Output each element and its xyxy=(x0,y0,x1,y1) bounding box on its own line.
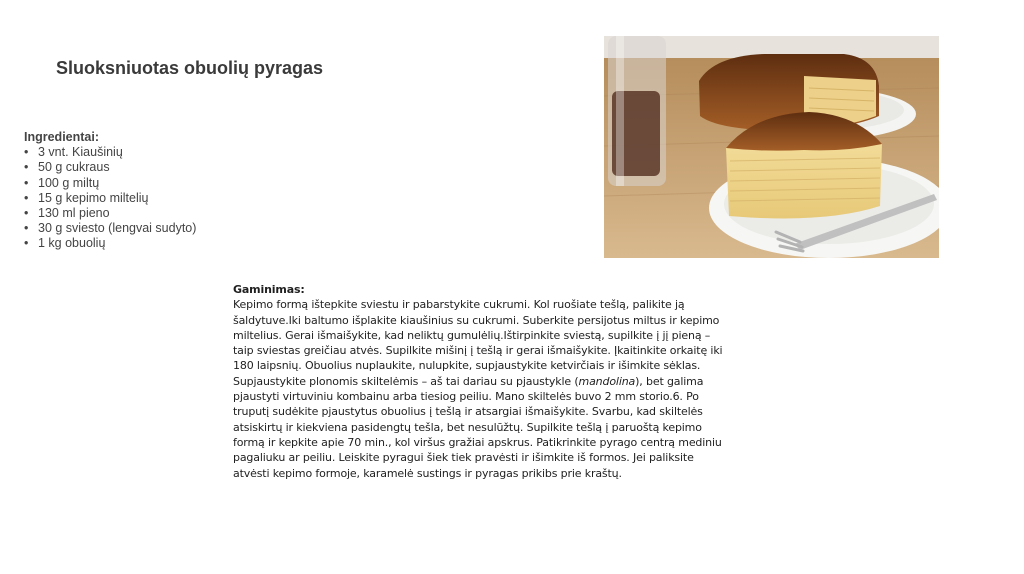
cake-photo-illustration xyxy=(604,36,939,258)
method-text xyxy=(233,297,733,481)
ingredients-list xyxy=(24,145,324,251)
ingredient-item: • 3 vnt. Kiaušinių xyxy=(24,145,324,160)
ingredient-item: • 30 g sviesto (lengvai sudyto) xyxy=(24,221,324,236)
ingredient-item: • 15 g kepimo miltelių xyxy=(24,191,324,206)
method-section xyxy=(233,282,733,481)
ingredient-item: • 50 g cukraus xyxy=(24,160,324,175)
ingredient-item: • 1 kg obuolių xyxy=(24,236,324,251)
method-heading: Gaminimas: xyxy=(233,283,305,296)
ingredient-item: • 100 g miltų xyxy=(24,176,324,191)
ingredients-heading: Ingredientai: xyxy=(24,130,100,144)
method-text-italic: mandolina xyxy=(578,374,636,388)
cake-photo xyxy=(604,36,939,258)
ingredient-item: • 130 ml pieno xyxy=(24,206,324,221)
ingredients-section xyxy=(24,130,324,252)
page-title: Sluoksniuotas obuolių pyragas xyxy=(56,58,324,78)
method-text-part2: ), bet galima pjaustyti virtuviniu kombainu arba tiesiog peiliu. Mano skiltelės buvo 2 mm storio.6. Po truputį sudėkite pjaustytus obuolius į tešlą ir atsargiai išmaišykite. Svarbu, kad skiltelės atsiskirtų ir kiekviena pasidengtų tešla, bet nesulūžtų. Supilkite tešlą į paruoštą kepimo formą ir kepkite apie 70 min., kol viršus gražiai apskrus. Patikrinkite pyrago centrą mediniu pagaliuku ar peiliu. Leiskite pyragui šiek tiek pravėsti ir išimkite iš formos. Jei paliksite atvėsti kepimo formoje, karamelė sustings ir pyragas prikibs prie kraštų. xyxy=(233,374,722,480)
method-text-part1: Kepimo formą ištepkite sviestu ir pabarstykite cukrumi. Kol ruošiate tešlą, palikite ją šaldytuve.Iki baltumo išplakite kiaušinius su cukrumi. Suberkite persijotus miltus ir kepimo miltelius. Gerai išmaišykite, kad neliktų gumulėlių.Ištirpinkite sviestą, supilkite į jį pieną – taip sviestas greičiau atvės. Supilkite mišinį į tešlą ir gerai išmaišykite. Įkaitinkite orkaitę iki 180 laipsnių. Obuolius nuplaukite, nulupkite, supjaustykite ketvirčiais ir išimkite sėklas. Supjaustykite plonomis skiltelėmis – aš tai dariau su pjaustykle ( xyxy=(233,298,723,388)
